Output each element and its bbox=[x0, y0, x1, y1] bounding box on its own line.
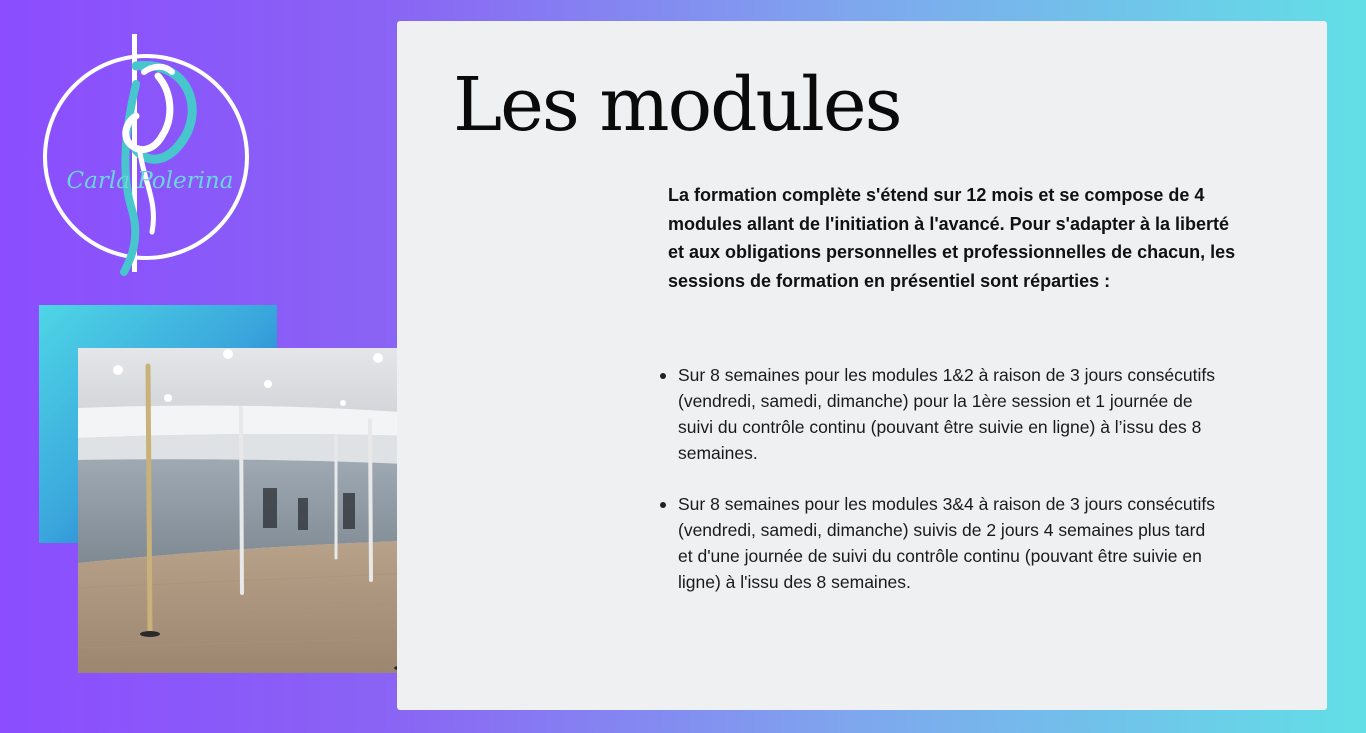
list-item bbox=[660, 491, 1220, 595]
logo-graphic bbox=[40, 32, 252, 276]
modules-panel bbox=[397, 21, 1327, 710]
list-item bbox=[660, 362, 1220, 466]
modules-list bbox=[660, 362, 1220, 620]
intro-paragraph: La formation complète s'étend sur 12 mois et se compose de 4 modules allant de l'initiation à l'avancé. Pour s'adapter à la liberté et aux obligations personnelles et professionnelles de chacun, les sessions de formation en présentiel sont réparties : bbox=[668, 185, 1236, 291]
module-description: Sur 8 semaines pour les modules 1&2 à raison de 3 jours consécutifs (vendredi, samedi, dimanche) pour la 1ère session et 1 journée de suivi du contrôle continu (pouvant être suivie en ligne) à l’issu des 8 semaines. bbox=[678, 365, 1215, 463]
logo-wordmark: Carla Polerina bbox=[66, 168, 234, 194]
module-description: Sur 8 semaines pour les modules 3&4 à raison de 3 jours consécutifs (vendredi, samedi, dimanche) suivis de 2 jours 4 semaines plus tard et d'une journée de suivi du contrôle continu (pouvant être suivie en ligne) à l'issu des 8 semaines. bbox=[678, 494, 1215, 592]
bullet-icon bbox=[660, 502, 666, 508]
carla-polerina-logo bbox=[40, 32, 252, 276]
bullet-icon bbox=[660, 373, 666, 379]
page-title: Les modules bbox=[453, 62, 901, 148]
